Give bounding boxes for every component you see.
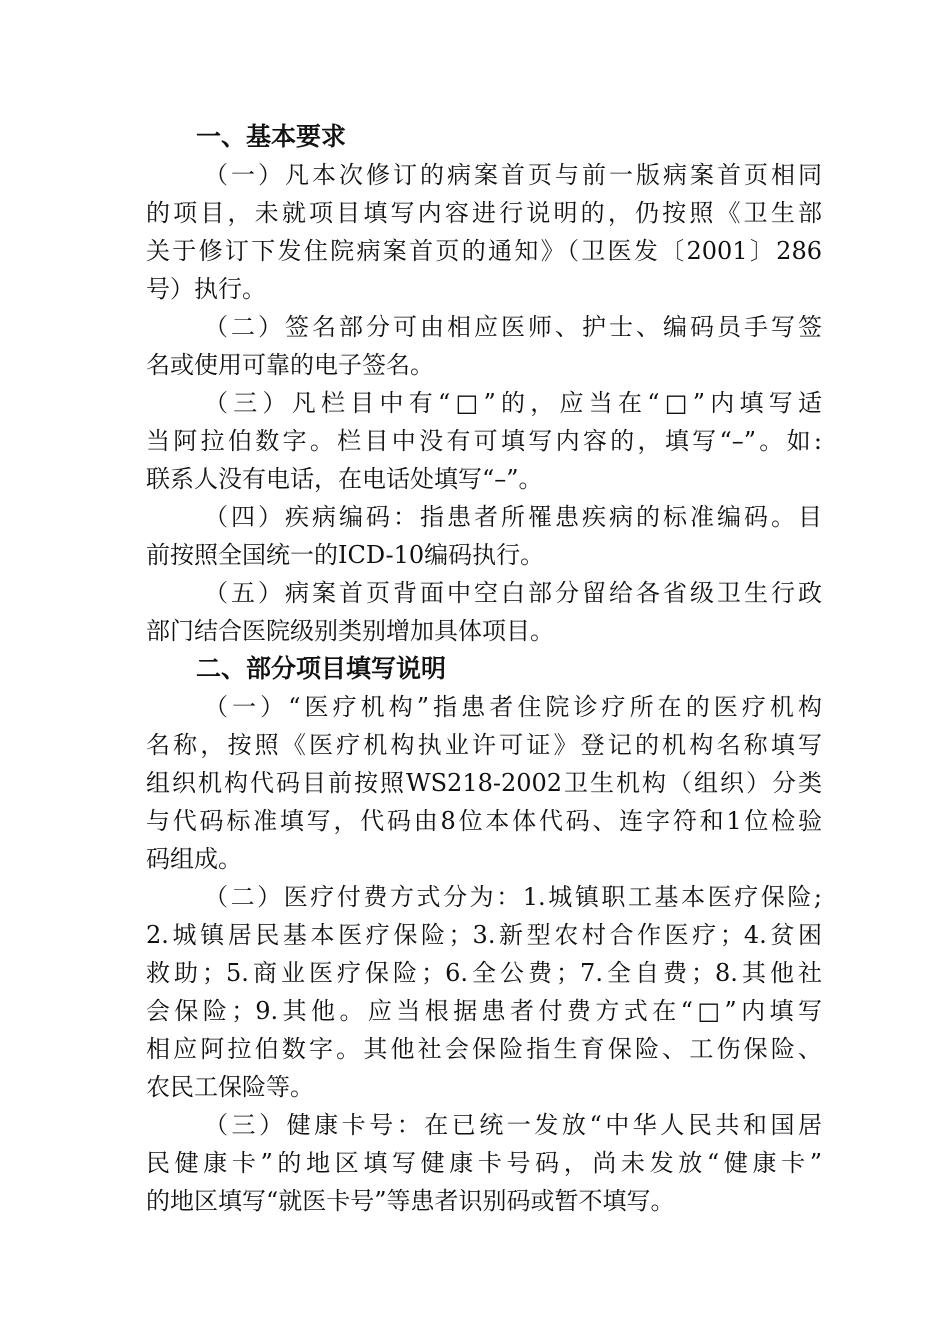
text-line: 当阿拉伯数字。栏目中没有可填写内容的，填写“–”。如: <box>146 427 822 455</box>
text-line: 救助；5.商业医疗保险；6.全公费；7.全自费；8.其他社 <box>146 959 822 987</box>
text-line: （一）“医疗机构”指患者住院诊疗所在的医疗机构 <box>204 693 822 721</box>
text-line: （四）疾病编码：指患者所罹患疾病的标准编码。目 <box>204 503 822 531</box>
text-line: 组织机构代码目前按照WS218-2002卫生机构（组织）分类 <box>146 769 822 797</box>
paragraph <box>146 308 822 384</box>
text-line: 民健康卡”的地区填写健康卡号码，尚未发放“健康卡” <box>146 1149 822 1177</box>
section-heading: 一、基本要求 <box>196 122 347 151</box>
paragraph <box>146 384 822 498</box>
text-line: 名称，按照《医疗机构执业许可证》登记的机构名称填写 <box>146 731 822 759</box>
text-line: 码组成。 <box>146 845 242 873</box>
section-heading: 二、部分项目填写说明 <box>196 654 447 683</box>
paragraph <box>146 498 822 574</box>
text-line: （一）凡本次修订的病案首页与前一版病案首页相同 <box>204 161 822 189</box>
text-line: 的项目，未就项目填写内容进行说明的，仍按照《卫生部 <box>146 199 822 227</box>
text-line: 号）执行。 <box>146 275 266 303</box>
text-line: （二）医疗付费方式分为：1.城镇职工基本医疗保险; <box>204 883 822 911</box>
text-line: （三）健康卡号：在已统一发放“中华人民共和国居 <box>204 1111 822 1139</box>
text-line: 会保险；9.其他。应当根据患者付费方式在“□”内填写 <box>146 997 822 1025</box>
paragraph <box>146 878 822 1106</box>
text-line: （三）凡栏目中有“□”的，应当在“□”内填写适 <box>204 389 822 417</box>
text-line: 与代码标准填写，代码由8位本体代码、连字符和1位检验 <box>146 807 822 835</box>
text-line: 的地区填写“就医卡号”等患者识别码或暂不填写。 <box>146 1187 675 1215</box>
paragraph <box>146 156 822 308</box>
paragraph <box>146 1106 822 1220</box>
paragraph <box>146 688 822 878</box>
text-line: 名或使用可靠的电子签名。 <box>146 351 434 379</box>
text-line: 农民工保险等。 <box>146 1073 314 1101</box>
text-line: 2.城镇居民基本医疗保险；3.新型农村合作医疗；4.贫困 <box>146 921 822 949</box>
text-line: （五）病案首页背面中空白部分留给各省级卫生行政 <box>204 579 822 607</box>
text-line: 相应阿拉伯数字。其他社会保险指生育保险、工伤保险、 <box>146 1035 822 1063</box>
paragraph <box>146 574 822 650</box>
document-page <box>146 118 822 1220</box>
text-line: 部门结合医院级别类别增加具体项目。 <box>146 617 554 645</box>
text-line: 前按照全国统一的ICD-10编码执行。 <box>146 541 545 569</box>
text-line: （二）签名部分可由相应医师、护士、编码员手写签 <box>204 313 822 341</box>
text-line: 关于修订下发住院病案首页的通知》（卫医发〔2001〕286 <box>146 237 822 265</box>
text-line: 联系人没有电话，在电话处填写“–”。 <box>146 465 543 493</box>
